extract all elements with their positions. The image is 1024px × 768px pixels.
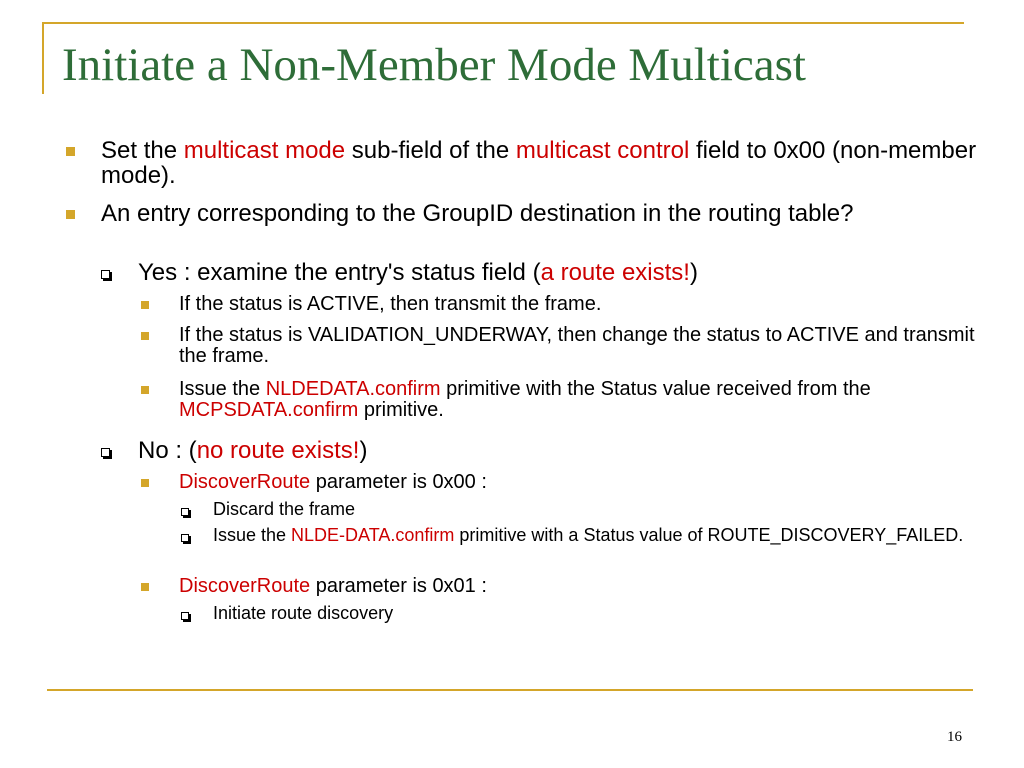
highlight-discoverroute: DiscoverRoute — [179, 471, 311, 493]
square-bullet-icon — [66, 210, 75, 219]
sub-bullet-no — [138, 438, 978, 463]
bullet-text: primitive with the Status value received from the — [440, 378, 871, 400]
highlight-nlde-data-confirm: NLDE-DATA.confirm — [291, 525, 455, 545]
highlight-no-route-exists: no route exists! — [196, 437, 360, 464]
title-vertical-rule — [42, 22, 44, 94]
sub-sub-bullet-issue-confirm — [179, 379, 979, 421]
checkbox-bullet-icon — [101, 270, 110, 279]
square-bullet-icon — [141, 332, 149, 340]
bullet-multicast-mode — [101, 138, 981, 189]
square-bullet-icon — [141, 301, 149, 309]
highlight-discoverroute: DiscoverRoute — [179, 575, 311, 597]
bullet-text: Yes : examine the entry's status field ( — [138, 259, 541, 286]
square-bullet-icon — [66, 147, 75, 156]
bullet-text: parameter is 0x01 : — [310, 575, 487, 597]
square-bullet-icon — [141, 386, 149, 394]
highlight-route-exists: a route exists! — [540, 259, 690, 286]
bullet-text: sub-field of the — [345, 137, 516, 164]
bullet-text: primitive with a Status value of ROUTE_DISCOVERY_FAILED. — [454, 525, 964, 545]
highlight-mcpsdata-confirm: MCPSDATA.confirm — [179, 399, 359, 422]
bullet-text: ) — [359, 437, 368, 464]
square-bullet-icon — [141, 583, 149, 591]
bullet-text: If the status is VALIDATION_UNDERWAY, then change the status to ACTIVE and transmit the frame. — [179, 324, 975, 368]
sub-bullet-yes — [138, 260, 978, 285]
slide-title: Initiate a Non-Member Mode Multicast — [62, 39, 806, 91]
bullet-text: parameter is 0x00 : — [310, 471, 487, 493]
page-number: 16 — [947, 729, 962, 745]
checkbox-bullet-icon — [181, 508, 189, 516]
level4-bullet-initiate-discovery — [213, 604, 973, 623]
bullet-text: Issue the — [213, 525, 292, 545]
bullet-routing-table-entry — [101, 201, 981, 226]
checkbox-bullet-icon — [101, 448, 110, 457]
bullet-text: Initiate route discovery — [213, 603, 394, 623]
sub-sub-bullet-discoverroute-0x00 — [179, 472, 979, 493]
bullet-text: Discard the frame — [213, 499, 356, 519]
square-bullet-icon — [141, 479, 149, 487]
footer-rule — [47, 689, 973, 691]
bullet-text: primitive. — [358, 399, 444, 422]
sub-sub-bullet-active — [179, 294, 979, 315]
highlight-multicast-mode: multicast mode — [183, 137, 346, 164]
checkbox-bullet-icon — [181, 534, 189, 542]
checkbox-bullet-icon — [181, 612, 189, 620]
highlight-nldedata-confirm: NLDEDATA.confirm — [265, 378, 441, 400]
sub-sub-bullet-validation-underway — [179, 325, 979, 367]
bullet-text: Set the — [101, 137, 184, 164]
bullet-text: ) — [689, 259, 698, 286]
bullet-text: No : ( — [138, 437, 197, 464]
highlight-multicast-control: multicast control — [515, 137, 690, 164]
level4-bullet-route-discovery-failed — [213, 526, 973, 545]
sub-sub-bullet-discoverroute-0x01 — [179, 576, 979, 597]
bullet-text: If the status is ACTIVE, then transmit the frame. — [179, 293, 602, 315]
bullet-text: field to 0x00 (non-member mode). — [101, 137, 977, 190]
bullet-text: An entry corresponding to the GroupID destination in the routing table? — [101, 200, 854, 227]
bullet-text: Issue the — [179, 378, 266, 400]
level4-bullet-discard — [213, 500, 973, 519]
title-horizontal-rule — [42, 22, 964, 24]
